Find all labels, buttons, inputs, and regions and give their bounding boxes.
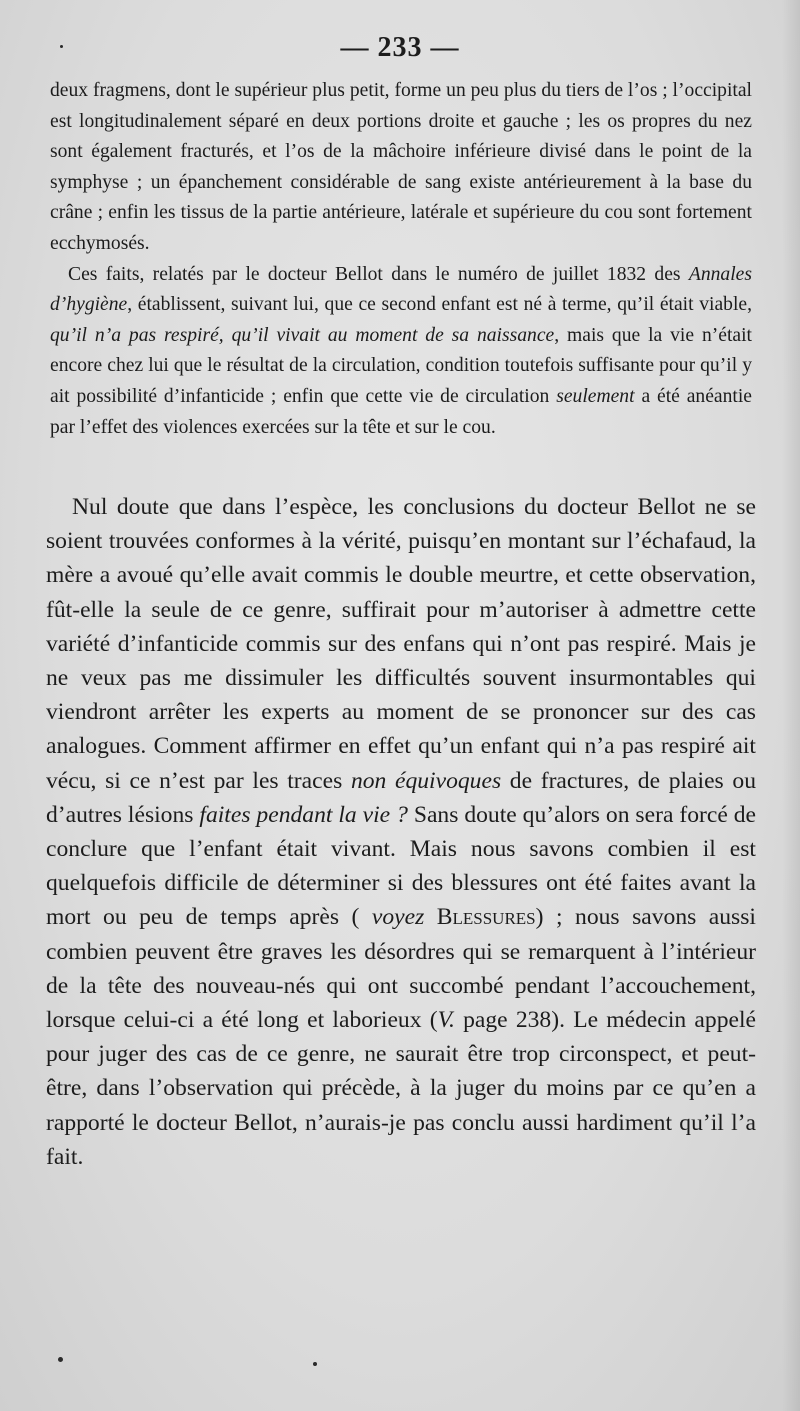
text-run: , mais que la vie n’était encore chez lui que le résultat de la circulation, condition toutefois suffisante pour qu’il y ait possibilité d’infanticide ; enfin que cette vie de circulation <box>50 324 753 407</box>
italic-reference: V. <box>437 1007 455 1034</box>
ink-speck <box>58 1357 63 1362</box>
text-run: Sans doute qu’alors on sera forcé de conclure que l’enfant était vivant. Mais nous savons combien il est quelquefois difficile de déterminer si des blessures ont été faites avant la mort ou peu de temps après ( <box>46 801 756 931</box>
italic-phrase: non équivoques <box>350 767 502 794</box>
ink-speck <box>60 45 63 48</box>
text-run: page 238). Le médecin appelé pour juger des cas de ce genre, ne saurait être trop circonspect, et peut-être, dans l’observation qui précède, à la juger du moins par ce qu’en a rapporté le docteur Bellot, n’aurais-je pas conclu aussi hardiment qu’il l’a fait. <box>46 1007 756 1170</box>
paragraph-bellot-facts <box>50 260 752 444</box>
text-run: a été anéantie par l’effet des violences exercées sur la tête et sur le cou. <box>50 385 752 438</box>
text-run: de fractures, de plaies ou d’autres lésions <box>46 767 756 828</box>
text-run: Ces faits, relatés par le docteur Bellot dans le numéro de juillet 1832 des <box>68 263 689 285</box>
italic-quote: qu’il n’a pas respiré, qu’il vivait au moment de sa naissance <box>50 324 555 346</box>
journal-title: Annales d’hygiène <box>50 263 752 316</box>
italic-word: seulement <box>556 385 635 407</box>
paragraph-continuation: deux fragmens, dont le supérieur plus petit, forme un peu plus du tiers de l’os ; l’occipital est longitudinalement séparé en deux portions droite et gauche ; les os propres du nez sont également fracturés, et l’os de la mâchoire inférieure divisé dans le point de la symphyse ; un épanchement considérable de sang existe antérieurement à la base du crâne ; enfin les tissus de la partie antérieure, latérale et supérieure du cou sont fortement ecchymosés. <box>50 80 752 254</box>
text-run: Nul doute que dans l’espèce, les conclusions du docteur Bellot ne se soient trouvées conformes à la vérité, puisqu’en montant sur l’échafaud, la mère a avoué qu’elle avait commis le double meurtre, et cette observation, fût-elle la seule de ce genre, suffirait pour m’autoriser à admettre cette variété d’infanticide commis sur des enfans qui n’ont pas respiré. Mais je ne veux pas me dissimuler les difficultés souvent insurmontables qui viendront arrêter les experts au moment de se prononcer sur des cas analogues. Comment affirmer en effet qu’un enfant qui n’a pas respiré ait vécu, si ce n’est par les traces <box>46 494 756 794</box>
text-run: ) ; nous savons aussi combien peuvent être graves les désordres qui se remarquent à l’intérieur de la tête des nouveau-nés qui ont succombé pendant l’accouchement, lorsque celui-ci a été long et laborieux ( <box>46 904 756 1034</box>
italic-phrase: faites pendant la vie ? <box>199 801 408 828</box>
paragraph-conclusions <box>46 490 756 1174</box>
main-text-section <box>46 490 756 1174</box>
text-run: , établissent, suivant lui, que ce second enfant est né à terme, qu’il était viable, <box>127 294 752 316</box>
italic-word: voyez <box>371 904 425 931</box>
page-number: — 233 — <box>340 32 460 63</box>
small-caps-reference: Blessures <box>424 904 536 931</box>
small-print-section <box>50 76 752 443</box>
ink-speck <box>313 1362 317 1366</box>
